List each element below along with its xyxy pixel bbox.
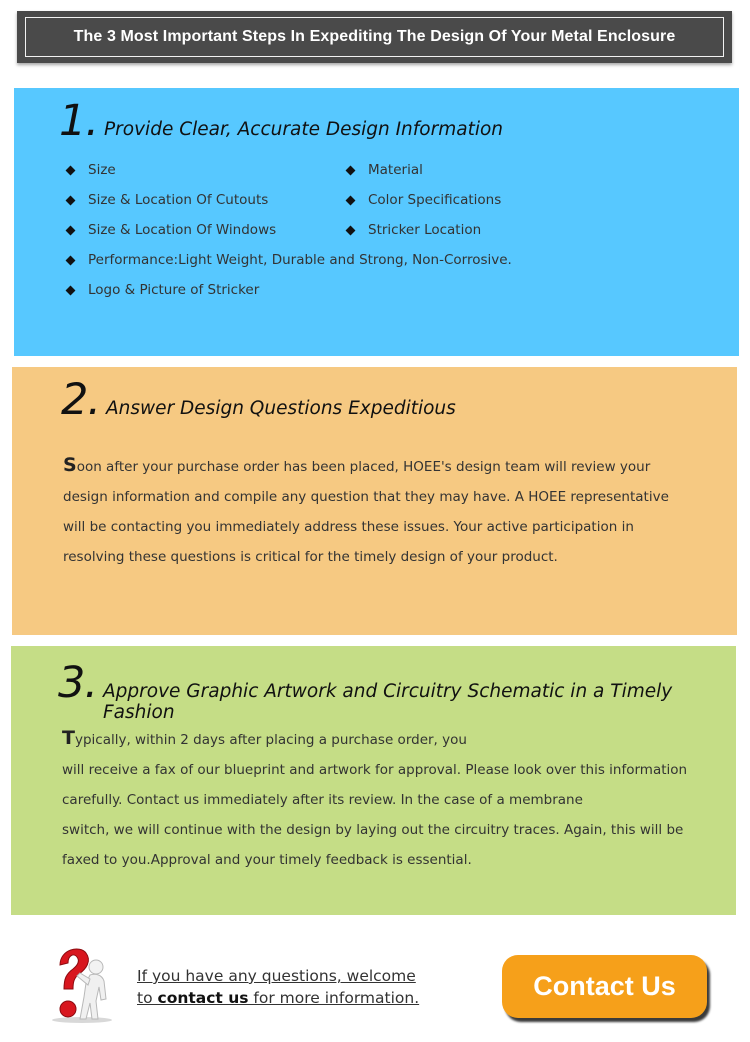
drop-cap: T (62, 727, 75, 749)
contact-us-link[interactable]: contact us (157, 989, 249, 1007)
step-1-number: 1. (59, 96, 99, 146)
step-1-title: Provide Clear, Accurate Design Information (104, 119, 504, 140)
footer-message (137, 965, 419, 1009)
bullet-label: Stricker Location (368, 222, 482, 238)
bullet-label: Logo & Picture of Stricker (88, 282, 260, 298)
diamond-bullet-icon (66, 165, 76, 175)
paragraph-line: switch, we will continue with the design by laying out the circuitry traces. Again, this will be (62, 822, 684, 838)
bullet-item (67, 252, 512, 268)
step-2-heading (61, 375, 456, 425)
step-2-number: 2. (61, 375, 101, 425)
paragraph-line: resolving these questions is critical for the timely design of your product. (63, 549, 558, 565)
step-1-heading (59, 96, 503, 146)
bullet-label: Size (88, 162, 116, 178)
paragraph-line: will be contacting you immediately address these issues. Your active participation in (63, 519, 634, 535)
diamond-bullet-icon (346, 225, 356, 235)
bullet-label: Color Specifications (368, 192, 502, 208)
drop-cap: S (63, 454, 77, 476)
bullet-item (347, 192, 501, 208)
bullet-item (347, 222, 481, 238)
bullet-item (67, 282, 259, 298)
step-2-title: Answer Design Questions Expeditious (106, 398, 456, 419)
step-3-heading (58, 658, 736, 723)
question-mark-figure-icon (46, 943, 120, 1023)
header-frame (25, 17, 724, 57)
bullet-label: Performance:Light Weight, Durable and Strong, Non-Corrosive. (88, 252, 512, 268)
paragraph-line: carefully. Contact us immediately after its review. In the case of a membrane (62, 792, 583, 808)
bullet-label: Size & Location Of Windows (88, 222, 277, 238)
bullet-label: Size & Location Of Cutouts (88, 192, 269, 208)
diamond-bullet-icon (66, 255, 76, 265)
step-3-number: 3. (58, 658, 98, 708)
contact-us-button[interactable]: Contact Us (502, 955, 707, 1018)
paragraph-line: will receive a fax of our blueprint and artwork for approval. Please look over this information (62, 762, 688, 778)
diamond-bullet-icon (66, 195, 76, 205)
bullet-label: Material (368, 162, 423, 178)
step-3-title: Approve Graphic Artwork and Circuitry Schematic in a Timely Fashion (103, 681, 673, 723)
step-2-section (12, 367, 737, 635)
page-title: The 3 Most Important Steps In Expediting The Design Of Your Metal Enclosure (73, 28, 676, 45)
diamond-bullet-icon (346, 195, 356, 205)
bullet-item (67, 162, 116, 178)
bullet-item (347, 162, 423, 178)
diamond-bullet-icon (66, 285, 76, 295)
step-3-paragraph (62, 723, 687, 875)
footer-line-1: If you have any questions, welcome (137, 967, 416, 985)
step-3-section (11, 646, 736, 915)
step-1-section (14, 88, 739, 356)
paragraph-line: Typically, within 2 days after placing a purchase order, you (62, 727, 467, 749)
footer-line-2: to contact us for more information. (137, 989, 420, 1007)
step-2-paragraph (63, 450, 669, 572)
paragraph-line: Soon after your purchase order has been placed, HOEE's design team will review your (63, 454, 651, 476)
paragraph-line: faxed to you.Approval and your timely feedback is essential. (62, 852, 472, 868)
header-banner (17, 11, 732, 63)
diamond-bullet-icon (66, 225, 76, 235)
bullet-item (67, 192, 268, 208)
diamond-bullet-icon (346, 165, 356, 175)
bullet-item (67, 222, 276, 238)
paragraph-line: design information and compile any question that they may have. A HOEE representative (63, 489, 669, 505)
